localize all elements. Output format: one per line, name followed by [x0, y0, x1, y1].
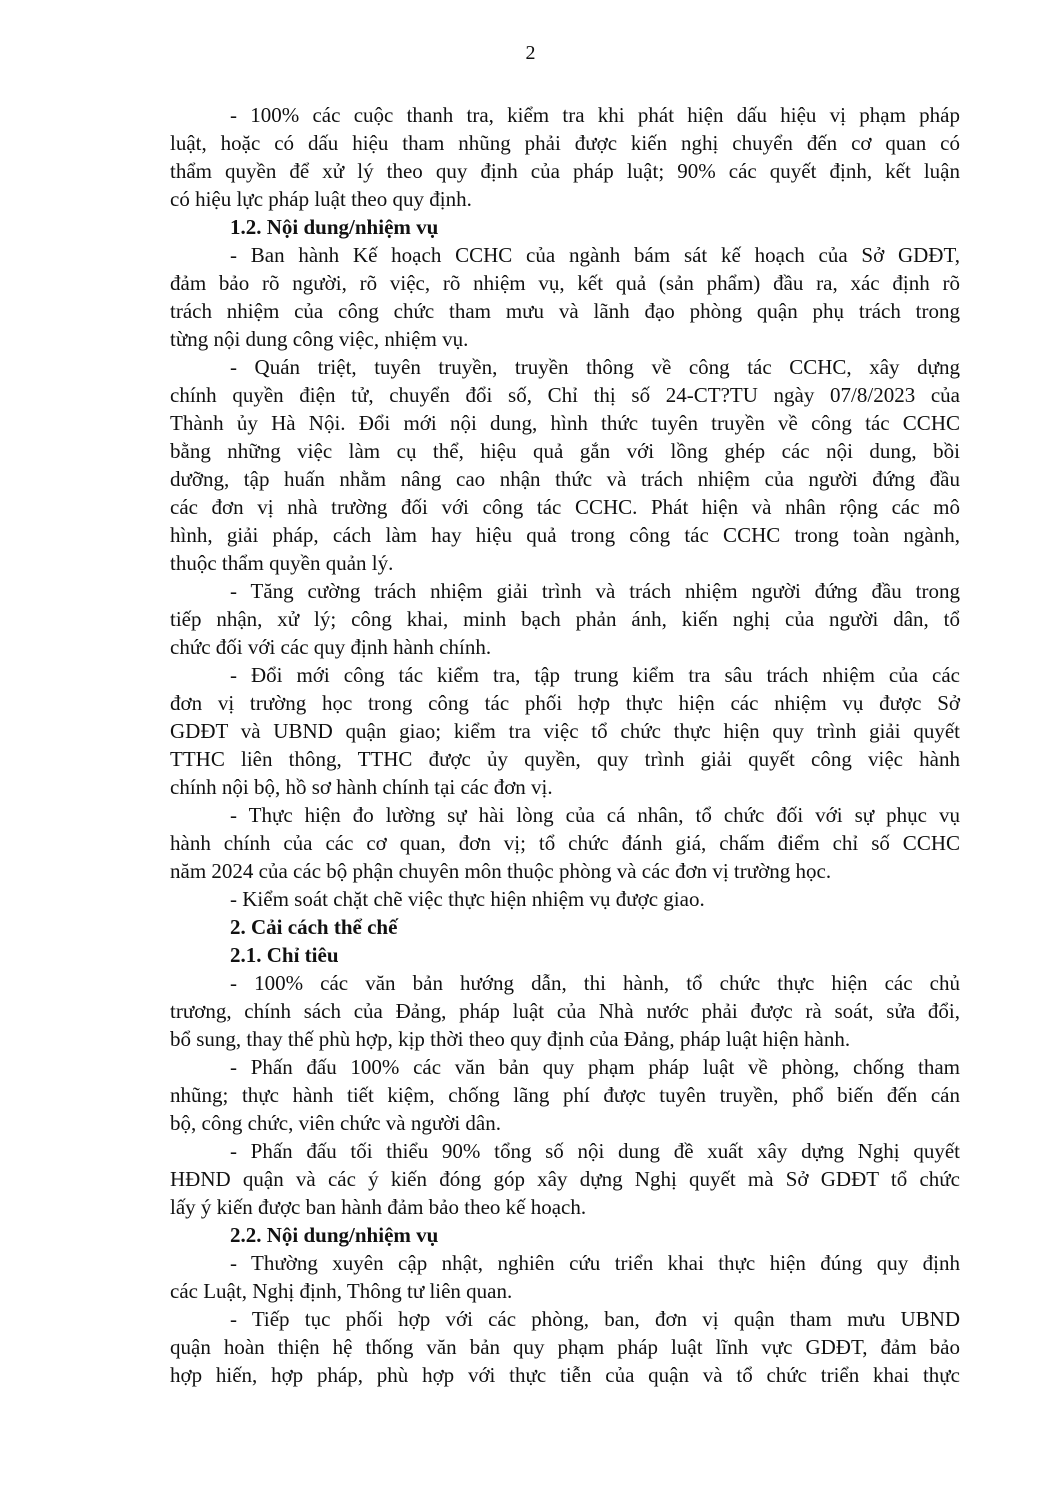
text-line: - Đổi mới công tác kiểm tra, tập trung kiểm tra sâu trách nhiệm của các	[230, 663, 960, 687]
section-heading	[170, 213, 960, 241]
text-line: chính quyền điện tử, chuyển đổi số, Chỉ thị số 24-CT?TU ngày 07/8/2023 của	[170, 383, 960, 407]
text-line: hình, giải pháp, cách làm hay hiệu quả trong công tác CCHC trong toàn ngành,	[170, 523, 960, 547]
text-line: HĐND quận và các ý kiến đóng góp xây dựng Nghị quyết mà Sở GDĐT tổ chức	[170, 1167, 960, 1191]
text-line: 2.2. Nội dung/nhiệm vụ	[230, 1223, 439, 1247]
text-line: bổ sung, thay thế phù hợp, kịp thời theo quy định của Đảng, pháp luật hiện hành.	[170, 1027, 851, 1051]
text-line: - Thường xuyên cập nhật, nghiên cứu triển khai thực hiện đúng quy định	[230, 1251, 960, 1275]
section-heading	[170, 1221, 960, 1249]
text-line: bằng những việc làm cụ thể, hiệu quả gắn với lồng ghép các nội dung, bồi	[170, 439, 960, 463]
section-heading	[170, 941, 960, 969]
text-line: - Kiểm soát chặt chẽ việc thực hiện nhiệm vụ được giao.	[230, 887, 705, 911]
text-line: - 100% các cuộc thanh tra, kiểm tra khi phát hiện dấu hiệu vị phạm pháp	[230, 103, 960, 127]
paragraph	[170, 577, 960, 661]
text-line: 2. Cải cách thể chế	[230, 915, 398, 939]
text-line: nhũng; thực hành tiết kiệm, chống lãng phí được tuyên truyền, phổ biến đến cán	[170, 1083, 960, 1107]
paragraph	[170, 1053, 960, 1137]
paragraph	[170, 885, 960, 913]
text-line: - Quán triệt, tuyên truyền, truyền thông về công tác CCHC, xây dựng	[230, 355, 960, 379]
paragraph	[170, 801, 960, 885]
text-line: Thành ủy Hà Nội. Đổi mới nội dung, hình thức tuyên truyền về công tác CCHC	[170, 411, 960, 435]
text-line: - Tiếp tục phối hợp với các phòng, ban, đơn vị quận tham mưu UBND	[230, 1307, 960, 1331]
paragraph	[170, 1137, 960, 1221]
paragraph	[170, 969, 960, 1053]
text-line: 2.1. Chỉ tiêu	[230, 943, 339, 967]
paragraph	[170, 661, 960, 801]
section-heading	[170, 913, 960, 941]
text-line: các Luật, Nghị định, Thông tư liên quan.	[170, 1279, 513, 1303]
text-line: lấy ý kiến được ban hành đảm bảo theo kế hoạch.	[170, 1195, 587, 1219]
paragraph	[170, 101, 960, 213]
text-line: năm 2024 của các bộ phận chuyên môn thuộc phòng và các đơn vị trường học.	[170, 859, 832, 883]
text-line: tiếp nhận, xử lý; công khai, minh bạch phản ánh, kiến nghị của người dân, tổ	[170, 607, 960, 631]
text-line: - 100% các văn bản hướng dẫn, thi hành, tổ chức thực hiện các chủ	[230, 971, 960, 995]
text-line: - Ban hành Kế hoạch CCHC của ngành bám sát kế hoạch của Sở GDĐT,	[230, 243, 960, 267]
text-line: - Phấn đấu tối thiểu 90% tổng số nội dung đề xuất xây dựng Nghị quyết	[230, 1139, 960, 1163]
text-line: hành chính của các cơ quan, đơn vị; tổ chức đánh giá, chấm điểm chỉ số CCHC	[170, 831, 960, 855]
text-line: luật, hoặc có dấu hiệu tham nhũng phải được kiến nghị chuyển đến cơ quan có	[170, 131, 960, 155]
paragraph	[170, 1249, 960, 1305]
text-line: TTHC liên thông, TTHC được ủy quyền, quy trình giải quyết công việc hành	[170, 747, 960, 771]
text-line: thẩm quyền để xử lý theo quy định của pháp luật; 90% các quyết định, kết luận	[170, 159, 960, 183]
text-line: quận hoàn thiện hệ thống văn bản quy phạm pháp luật lĩnh vực GDĐT, đảm bảo	[170, 1335, 960, 1359]
text-line: 1.2. Nội dung/nhiệm vụ	[230, 215, 439, 239]
text-line: từng nội dung công việc, nhiệm vụ.	[170, 327, 469, 351]
text-line: đơn vị trường học trong công tác phối hợp thực hiện các nhiệm vụ được Sở	[170, 691, 960, 715]
document-body	[170, 101, 960, 1389]
text-line: trương, chính sách của Đảng, pháp luật của Nhà nước phải được rà soát, sửa đổi,	[170, 999, 960, 1023]
text-line: thuộc thẩm quyền quản lý.	[170, 551, 394, 575]
text-line: trách nhiệm của công chức tham mưu và lãnh đạo phòng quận phụ trách trong	[170, 299, 960, 323]
text-line: có hiệu lực pháp luật theo quy định.	[170, 187, 472, 211]
text-line: chính nội bộ, hồ sơ hành chính tại các đơn vị.	[170, 775, 553, 799]
text-line: - Tăng cường trách nhiệm giải trình và trách nhiệm người đứng đầu trong	[230, 579, 960, 603]
text-line: bộ, công chức, viên chức và người dân.	[170, 1111, 501, 1135]
paragraph	[170, 1305, 960, 1389]
paragraph	[170, 241, 960, 353]
text-line: hợp hiến, hợp pháp, phù hợp với thực tiễn của quận và tổ chức triển khai thực	[170, 1363, 960, 1387]
text-line: các đơn vị nhà trường đối với công tác CCHC. Phát hiện và nhân rộng các mô	[170, 495, 960, 519]
text-line: dưỡng, tập huấn nhằm nâng cao nhận thức và trách nhiệm của người đứng đầu	[170, 467, 960, 491]
text-line: đảm bảo rõ người, rõ việc, rõ nhiệm vụ, kết quả (sản phẩm) đầu ra, xác định rõ	[170, 271, 960, 295]
page-number: 2	[525, 42, 536, 64]
text-line: GDĐT và UBND quận giao; kiểm tra việc tổ chức thực hiện quy trình giải quyết	[170, 719, 960, 743]
paragraph	[170, 353, 960, 577]
text-line: - Phấn đấu 100% các văn bản quy phạm pháp luật về phòng, chống tham	[230, 1055, 960, 1079]
text-line: - Thực hiện đo lường sự hài lòng của cá nhân, tổ chức đối với sự phục vụ	[230, 803, 960, 827]
text-line: chức đối với các quy định hành chính.	[170, 635, 492, 659]
